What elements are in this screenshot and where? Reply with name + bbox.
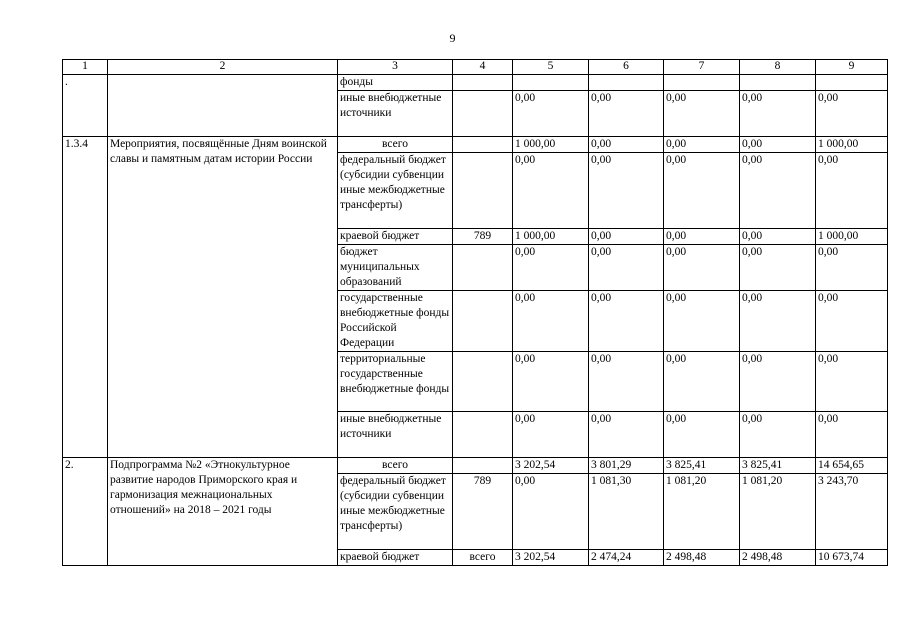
item-name-cell: [108, 75, 338, 91]
value-cell: 3 825,41: [740, 458, 816, 474]
column-header: 2: [108, 60, 338, 75]
value-cell: 0,00: [589, 412, 664, 458]
value-cell: 3 202,54: [513, 550, 589, 566]
value-cell: 0,00: [664, 153, 740, 229]
column-header: 4: [453, 60, 513, 75]
value-cell: [740, 75, 816, 91]
value-cell: 1 081,30: [589, 474, 664, 550]
value-cell: 0,00: [740, 153, 816, 229]
value-cell: 3 202,54: [513, 458, 589, 474]
value-cell: [513, 75, 589, 91]
value-cell: 0,00: [513, 91, 589, 137]
table-row: [63, 137, 888, 153]
code-cell: [453, 291, 513, 352]
total-cell: 0,00: [816, 245, 888, 291]
column-header: 3: [338, 60, 453, 75]
total-cell: 0,00: [816, 352, 888, 412]
value-cell: 3 825,41: [664, 458, 740, 474]
source-cell: краевой бюджет: [338, 229, 453, 245]
value-cell: 0,00: [513, 352, 589, 412]
value-cell: 0,00: [740, 352, 816, 412]
value-cell: 0,00: [589, 291, 664, 352]
source-cell: всего: [338, 137, 453, 153]
code-cell: 789: [453, 474, 513, 550]
budget-table: [62, 59, 888, 566]
value-cell: 1 081,20: [664, 474, 740, 550]
table-row: [63, 458, 888, 474]
row-number-cell: [63, 91, 108, 137]
column-header: 8: [740, 60, 816, 75]
total-cell: 1 000,00: [816, 137, 888, 153]
column-header: 5: [513, 60, 589, 75]
source-cell: федеральный бюджет (субсидии субвенции иные межбюджетные трансферты): [338, 153, 453, 229]
value-cell: 0,00: [740, 229, 816, 245]
value-cell: 1 081,20: [740, 474, 816, 550]
value-cell: 0,00: [740, 291, 816, 352]
value-cell: 0,00: [589, 137, 664, 153]
code-cell: [453, 137, 513, 153]
value-cell: 2 498,48: [740, 550, 816, 566]
table-row: [63, 75, 888, 91]
source-cell: федеральный бюджет (субсидии субвенции иные межбюджетные трансферты): [338, 474, 453, 550]
value-cell: 0,00: [664, 352, 740, 412]
source-cell: бюджет муниципальных образований: [338, 245, 453, 291]
value-cell: 0,00: [513, 291, 589, 352]
item-name-cell: Мероприятия, посвящённые Дням воинской славы и памятным датам истории России: [108, 137, 338, 458]
row-number-cell: 2.: [63, 458, 108, 566]
value-cell: 0,00: [513, 153, 589, 229]
source-cell: фонды: [338, 75, 453, 91]
value-cell: 0,00: [664, 245, 740, 291]
value-cell: 0,00: [664, 412, 740, 458]
source-cell: иные внебюджетные источники: [338, 91, 453, 137]
value-cell: 0,00: [664, 137, 740, 153]
total-cell: 0,00: [816, 153, 888, 229]
page-number: 9: [449, 31, 456, 45]
table-row: [63, 91, 888, 137]
total-cell: [816, 75, 888, 91]
row-number-cell: 1.3.4: [63, 137, 108, 458]
total-cell: 0,00: [816, 91, 888, 137]
code-cell: 789: [453, 229, 513, 245]
column-header: 7: [664, 60, 740, 75]
value-cell: 0,00: [664, 91, 740, 137]
column-header-row: [63, 60, 888, 75]
value-cell: 0,00: [740, 91, 816, 137]
value-cell: 0,00: [589, 229, 664, 245]
code-cell: [453, 412, 513, 458]
value-cell: 1 000,00: [513, 229, 589, 245]
source-cell: всего: [338, 458, 453, 474]
total-cell: 14 654,65: [816, 458, 888, 474]
code-cell: [453, 91, 513, 137]
value-cell: 0,00: [589, 245, 664, 291]
code-cell: [453, 352, 513, 412]
total-cell: 3 243,70: [816, 474, 888, 550]
value-cell: [589, 75, 664, 91]
value-cell: 1 000,00: [513, 137, 589, 153]
value-cell: 0,00: [664, 229, 740, 245]
value-cell: 0,00: [589, 91, 664, 137]
value-cell: 0,00: [513, 245, 589, 291]
value-cell: 0,00: [513, 412, 589, 458]
value-cell: 0,00: [513, 474, 589, 550]
value-cell: 0,00: [740, 137, 816, 153]
value-cell: 0,00: [589, 153, 664, 229]
value-cell: 3 801,29: [589, 458, 664, 474]
item-name-cell: Подпрограмма №2 «Этнокультурное развитие народов Приморского края и гармонизация межнациональных отношений» на 2018 – 2021 годы: [108, 458, 338, 566]
value-cell: [664, 75, 740, 91]
value-cell: 2 498,48: [664, 550, 740, 566]
source-cell: государственные внебюджетные фонды Российской Федерации: [338, 291, 453, 352]
row-number-cell: .: [63, 75, 108, 91]
code-cell: [453, 153, 513, 229]
value-cell: 0,00: [664, 291, 740, 352]
item-name-cell: [108, 91, 338, 137]
source-cell: иные внебюджетные источники: [338, 412, 453, 458]
total-cell: 1 000,00: [816, 229, 888, 245]
code-cell: всего: [453, 550, 513, 566]
value-cell: 0,00: [589, 352, 664, 412]
code-cell: [453, 458, 513, 474]
value-cell: 0,00: [740, 245, 816, 291]
column-header: 1: [63, 60, 108, 75]
column-header: 9: [816, 60, 888, 75]
code-cell: [453, 245, 513, 291]
column-header: 6: [589, 60, 664, 75]
total-cell: 0,00: [816, 412, 888, 458]
source-cell: территориальные государственные внебюджетные фонды: [338, 352, 453, 412]
source-cell: краевой бюджет: [338, 550, 453, 566]
total-cell: 10 673,74: [816, 550, 888, 566]
total-cell: 0,00: [816, 291, 888, 352]
code-cell: [453, 75, 513, 91]
value-cell: 2 474,24: [589, 550, 664, 566]
value-cell: 0,00: [740, 412, 816, 458]
